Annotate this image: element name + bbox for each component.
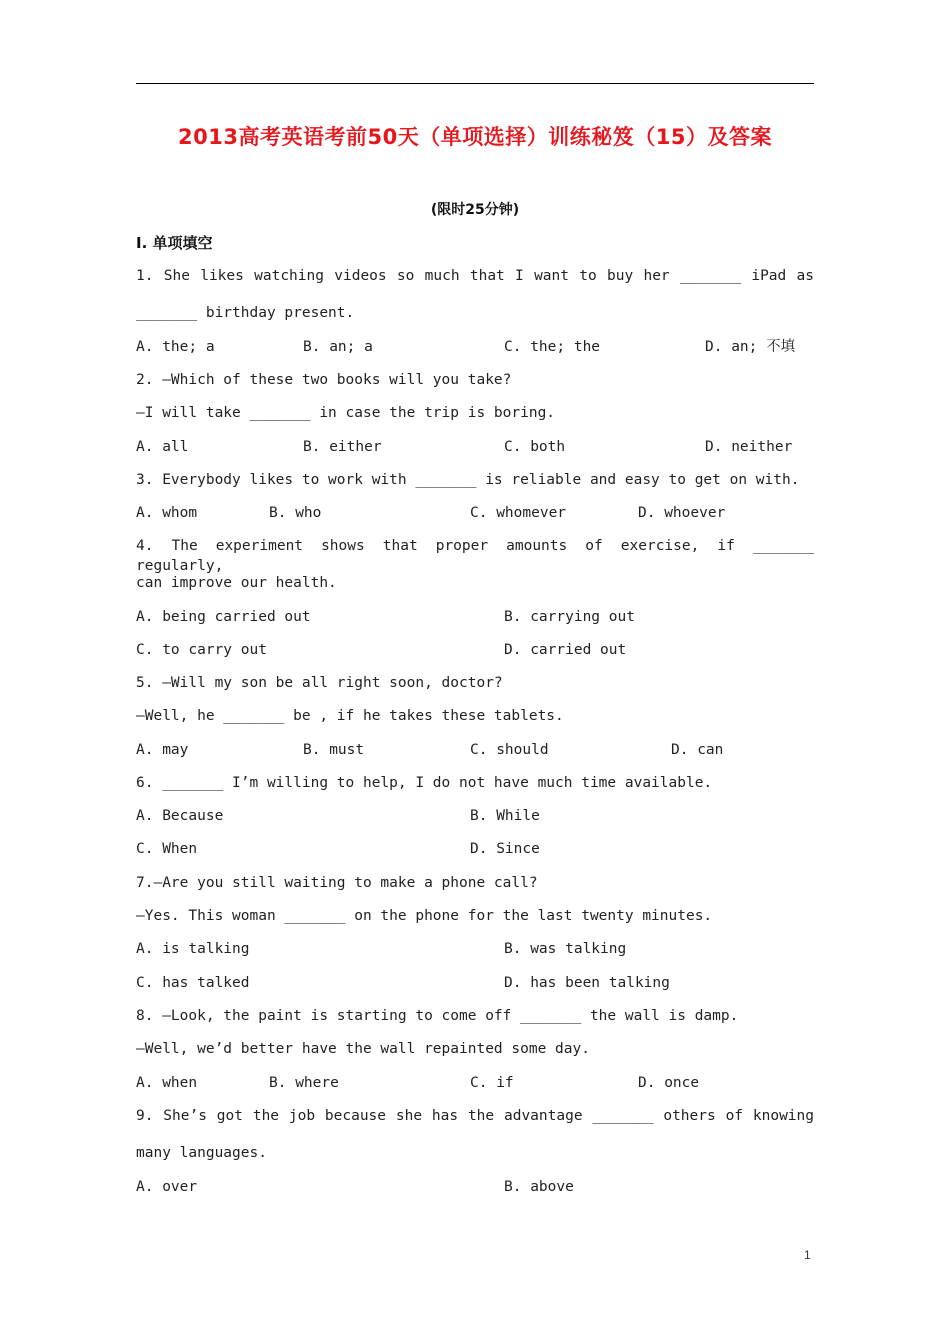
section-heading: Ⅰ. 单项填空 bbox=[136, 234, 213, 252]
header-rule bbox=[136, 83, 814, 84]
q5-option-c: C. should bbox=[470, 742, 549, 758]
q2-option-a: A. all bbox=[136, 439, 189, 455]
q1-option-b: B. an; a bbox=[303, 339, 373, 355]
q8-option-d: D. once bbox=[638, 1075, 700, 1091]
q8-option-c: C. if bbox=[470, 1075, 514, 1091]
question-5-text: 5. —Will my son be all right soon, doctor? bbox=[136, 675, 503, 691]
q9-option-b: B. above bbox=[504, 1179, 574, 1195]
q6-option-a: A. Because bbox=[136, 808, 224, 824]
page-number: 1 bbox=[804, 1248, 811, 1262]
question-4-text-cont: can improve our health. bbox=[136, 575, 337, 591]
q4-option-a: A. being carried out bbox=[136, 609, 311, 625]
q6-option-d: D. Since bbox=[470, 841, 540, 857]
q4-option-c: C. to carry out bbox=[136, 642, 267, 658]
q7-option-c: C. has talked bbox=[136, 975, 250, 991]
question-2-text: 2. —Which of these two books will you take? bbox=[136, 372, 512, 388]
q3-option-d: D. whoever bbox=[638, 505, 726, 521]
question-3-text: 3. Everybody likes to work with _______ is reliable and easy to get on with. bbox=[136, 472, 800, 488]
question-1-text-cont: _______ birthday present. bbox=[136, 305, 355, 321]
q8-option-a: A. when bbox=[136, 1075, 198, 1091]
time-limit: (限时25分钟) bbox=[430, 202, 520, 218]
question-7-text: 7.—Are you still waiting to make a phone call? bbox=[136, 875, 538, 891]
q1-option-d: D. an; 不填 bbox=[705, 339, 796, 355]
question-7-text-cont: —Yes. This woman _______ on the phone for the last twenty minutes. bbox=[136, 908, 713, 924]
q2-option-c: C. both bbox=[504, 439, 566, 455]
q9-option-a: A. over bbox=[136, 1179, 198, 1195]
q7-option-b: B. was talking bbox=[504, 941, 627, 957]
question-6-text: 6. _______ I’m willing to help, I do not have much time available. bbox=[136, 775, 713, 791]
question-9-text: 9. She’s got the job because she has the advantage _______ others of knowing bbox=[136, 1108, 814, 1124]
question-1-text: 1. She likes watching videos so much that I want to buy her _______ iPad as bbox=[136, 268, 814, 284]
q2-option-d: D. neither bbox=[705, 439, 793, 455]
question-8-text: 8. —Look, the paint is starting to come off _______ the wall is damp. bbox=[136, 1008, 739, 1024]
q5-option-a: A. may bbox=[136, 742, 189, 758]
q1-option-c: C. the; the bbox=[504, 339, 601, 355]
q4-option-b: B. carrying out bbox=[504, 609, 635, 625]
q8-option-b: B. where bbox=[269, 1075, 339, 1091]
q6-option-b: B. While bbox=[470, 808, 540, 824]
q2-option-b: B. either bbox=[303, 439, 382, 455]
document-title: 2013高考英语考前50天（单项选择）训练秘笈（15）及答案 bbox=[178, 125, 772, 149]
question-2-text-cont: —I will take _______ in case the trip is boring. bbox=[136, 405, 556, 421]
question-5-text-cont: —Well, he _______ be , if he takes these tablets. bbox=[136, 708, 564, 724]
question-8-text-cont: —Well, we’d better have the wall repainted some day. bbox=[136, 1041, 590, 1057]
q6-option-c: C. When bbox=[136, 841, 198, 857]
q7-option-a: A. is talking bbox=[136, 941, 250, 957]
q5-option-d: D. can bbox=[671, 742, 724, 758]
q5-option-b: B. must bbox=[303, 742, 365, 758]
question-4-text: 4. The experiment shows that proper amounts of exercise, if _______ regularly, bbox=[136, 538, 814, 574]
q4-option-d: D. carried out bbox=[504, 642, 627, 658]
q3-option-c: C. whomever bbox=[470, 505, 567, 521]
q1-option-a: A. the; a bbox=[136, 339, 215, 355]
q3-option-a: A. whom bbox=[136, 505, 198, 521]
question-9-text-cont: many languages. bbox=[136, 1145, 267, 1161]
q3-option-b: B. who bbox=[269, 505, 322, 521]
q7-option-d: D. has been talking bbox=[504, 975, 670, 991]
